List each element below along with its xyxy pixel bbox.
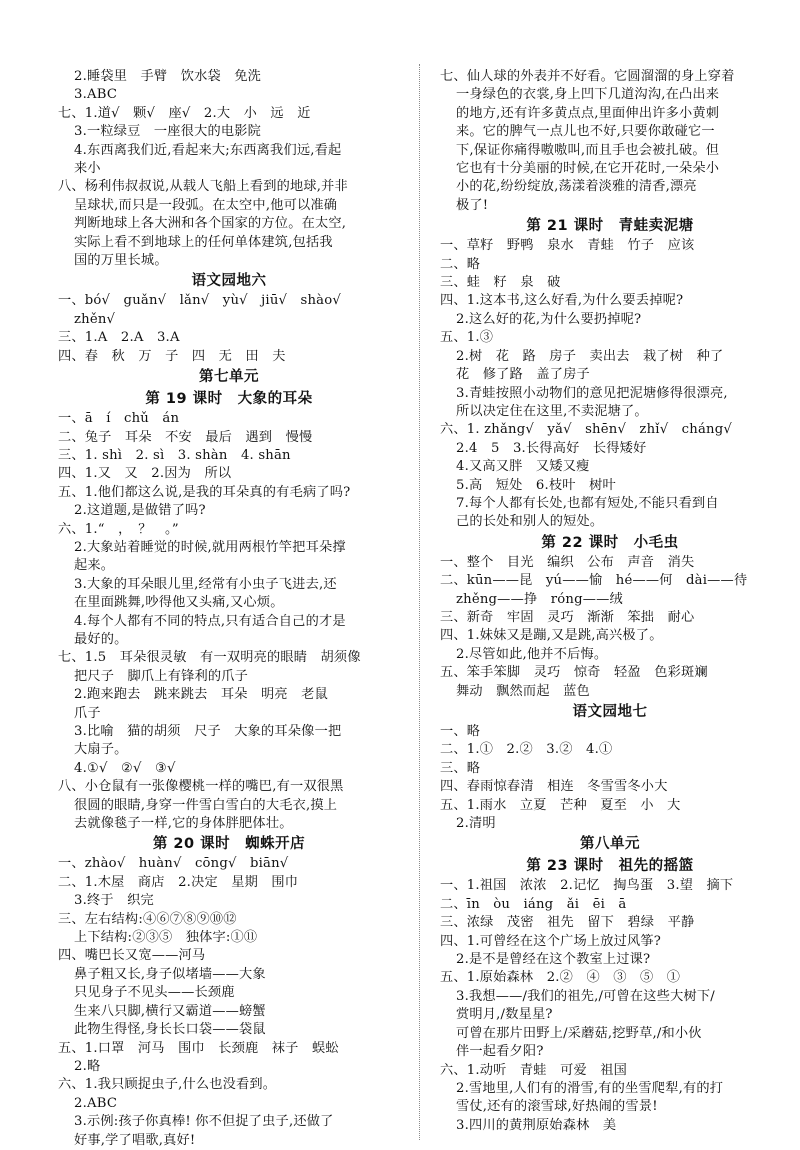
answer-line: 4.东西离我们近,看起来大;东西离我们远,看起 [74,142,342,158]
answer-line: 三、新奇 牢固 灵巧 渐渐 笨拙 耐心 [440,609,695,625]
answer-line: 一、zhào√ huàn√ cōng√ biān√ [58,856,289,872]
answer-line: 二、略 [440,256,481,272]
answer-line: 四、1.又 又 2.因为 所以 [58,466,232,482]
answer-line: 生来八只脚,横行又霸道——螃蟹 [74,1003,266,1019]
answer-line: 4.又高又胖 又矮又瘦 [456,459,590,475]
answer-line: 2.跑来跑去 跳来跳去 耳朵 明亮 老鼠 [74,687,328,703]
answer-line: 好事,学了唱歌,真好! [74,1132,196,1148]
answer-line: 大扇子。 [74,742,128,758]
answer-line: 三、浓绿 茂密 祖先 留下 碧绿 平静 [440,915,695,931]
answer-line: 六、1.动听 青蛙 可爱 祖国 [440,1062,628,1078]
answer-line: 一、整个 目光 编织 公布 声音 消失 [440,554,695,570]
answer-line: 2.略 [74,1058,101,1074]
answer-line: 3.ABC [74,87,118,103]
answer-line: 五、1.③ [440,330,494,346]
answer-line: 一、略 [440,724,481,739]
answer-line: 来。它的脾气一点儿也不好,只要你敢碰它一 [456,124,715,140]
answer-line: 鼻子粗又长,身子似堵墙——大象 [74,966,266,982]
answer-line: 花 修了路 盖了房子 [456,367,590,383]
section-heading: 语文园地七 [572,704,648,720]
answer-line: 来小 [74,161,101,177]
answer-line: 把尺子 脚爪上有锋利的爪子 [74,668,249,684]
answer-line: 最好的。 [74,631,128,647]
answer-line: 很圆的眼睛,身穿一件雪白雪白的大毛衣,摸上 [74,797,338,813]
answer-line: 伴一起看夕阳? [456,1044,544,1060]
section-heading: 第 22 课时 小毛虫 [541,534,679,551]
answer-line: 的地方,还有许多黄点点,里面伸出许多小黄刺 [456,105,720,121]
answer-line: 二、1.① 2.② 3.② 4.① [440,742,613,758]
answer-line: 所以决定住在这里,不卖泥塘了。 [456,403,648,419]
answer-line: zhěn√ [74,311,116,327]
answer-line: 此物生得怪,身长长口袋——袋鼠 [74,1022,266,1038]
answer-line: 四、1.可曾经在这个广场上放过风筝? [440,933,662,949]
answer-line: 下,保证你痛得嗷嗷叫,而且手也会被扎破。但 [456,142,720,158]
answer-line: 2.清明 [456,816,496,832]
answer-line: 可曾在那片田野上/采蘑菇,挖野草,/和小伙 [456,1025,702,1041]
answer-line: 2.ABC [74,1095,118,1111]
answer-line: 2.这么好的花,为什么要扔掉呢? [456,311,642,327]
answer-line: 二、兔子 耳朵 不安 最后 遇到 慢慢 [58,429,313,445]
answer-line: 呈球状,而只是一段弧。在太空中,他可以准确 [74,197,338,213]
answer-line: 二、īn òu iáng ǎi ēi ā [440,896,627,912]
answer-line: 爪子 [74,705,101,721]
answer-line: 3.青蛙按照小动物们的意见把泥塘修得很漂亮, [456,385,728,401]
answer-line: 在里面跳舞,吵得他又头痛,又心烦。 [74,595,284,611]
answer-line: 八、小仓鼠有一张像樱桃一样的嘴巴,有一双很黑 [58,779,344,795]
answer-line: 己的长处和别人的短处。 [456,514,604,530]
answer-line: 只见身子不见头——长颈鹿 [74,985,235,1001]
answer-line: 二、kūn——昆 yú——愉 hé——何 dài——待 [440,573,748,589]
answer-line: 5.高 短处 6.枝叶 树叶 [456,477,616,493]
answer-line: 赏明月,/数星星? [456,1007,553,1023]
answer-line: 4.每个人都有不同的特点,只有适合自己的才是 [74,613,346,629]
answer-line: 2.尽管如此,他并不后悔。 [456,646,608,662]
answer-line: 4.①√ ②√ ③√ [74,760,176,776]
section-heading: 第 21 课时 青蛙卖泥塘 [526,218,694,235]
answer-line: 八、杨利伟叔叔说,从载人飞船上看到的地球,并非 [58,179,348,195]
answer-line: 五、笨手笨脚 灵巧 惊奇 轻盈 色彩斑斓 [440,665,708,681]
answer-line: 起来。 [74,558,115,574]
answer-line: 雪仗,还有的滚雪球,好热闹的雪景! [456,1099,658,1115]
answer-line: 七、1.道√ 颗√ 座√ 2.大 小 远 近 [58,105,311,121]
answer-line: 2.树 花 路 房子 卖出去 栽了树 种了 [456,348,724,364]
answer-line: 2.雪地里,人们有的滑雪,有的坐雪爬犁,有的打 [456,1080,724,1096]
answer-line: zhěng——挣 róng——绒 [456,591,623,607]
section-heading: 第 19 课时 大象的耳朵 [145,391,313,408]
answer-line: 2.睡袋里 手臂 饮水袋 免洗 [74,69,262,84]
answer-line: 3.比喻 猫的胡须 尺子 大象的耳朵像一把 [74,724,342,739]
answer-line: 七、1.5 耳朵很灵敏 有一双明亮的眼睛 胡须像 [58,650,361,666]
answer-line: 舞动 飘然而起 蓝色 [456,683,590,699]
answer-line: 四、春雨惊春清 相连 冬雪雪冬小大 [440,779,668,795]
answer-line: 二、1.木屋 商店 2.决定 星期 围巾 [58,874,299,890]
answer-line: 五、1.他们都这么说,是我的耳朵真的有毛病了吗? [58,484,351,500]
answer-line: 一、bó√ guǎn√ lǎn√ yù√ jiū√ shào√ [58,293,341,309]
answer-line: 它也有十分美丽的时候,在它开花时,一朵朵小 [456,161,720,177]
answer-line: 国的万里长城。 [74,253,168,269]
answer-line: 一、1.祖国 浓浓 2.记忆 掏鸟蛋 3.望 摘下 [440,878,734,894]
answer-line: 2.这道题,是做错了吗? [74,503,206,519]
right-column [440,68,780,1135]
answer-line: 五、1.原始森林 2.② ④ ③ ⑤ ① [440,970,681,986]
answer-line: 3.四川的黄荆原始森林 美 [456,1117,617,1133]
answer-line: 3.大象的耳朵眼儿里,经常有小虫子飞进去,还 [74,576,337,592]
section-heading: 第 20 课时 蜘蛛开店 [152,836,306,853]
answer-line: 判断地球上各大洲和各个国家的方位。在太空, [74,216,347,232]
answer-line: 3.示例:孩子你真棒! 你不但捉了虫子,还做了 [74,1114,334,1130]
answer-line: 六、1.“ ， ？ 。” [58,521,179,537]
answer-line: 7.每个人都有长处,也都有短处,不能只看到自 [456,495,719,511]
answer-line: 一、ā í chǔ án [58,411,180,427]
answer-line: 2.是不是曾经在这个教室上过课? [456,952,651,968]
answer-line: 五、1.雨水 立夏 芒种 夏至 小 大 [440,797,681,813]
answer-line: 去就像毯子一样,它的身体胖肥体壮。 [74,816,293,832]
answer-line: 上下结构:②③⑤ 独体字:①⑪ [74,930,258,946]
section-heading: 语文园地六 [191,273,267,290]
answer-line: 六、1. zhǎng√ yǎ√ shēn√ zhǐ√ cháng√ [440,422,732,438]
answer-line: 三、蛙 籽 泉 破 [440,275,561,291]
left-column [58,68,400,1150]
answer-line: 一、草籽 野鸭 泉水 青蛙 竹子 应该 [440,238,695,254]
answer-line: 三、1.A 2.A 3.A [58,330,180,346]
answer-line: 四、1.这本书,这么好看,为什么要丢掉呢? [440,293,684,309]
answer-line: 3.我想——/我们的祖先,/可曾在这些大树下/ [456,988,715,1004]
answer-line: 小的花,纷纷绽放,荡漾着淡雅的清香,漂亮 [456,179,697,195]
answer-line: 六、1.我只顾捉虫子,什么也没看到。 [58,1077,277,1093]
section-heading: 第八单元 [580,836,640,853]
answer-line: 2.大象站着睡觉的时候,就用两根竹竿把耳朵撑 [74,539,346,555]
answer-line: 一身绿色的衣裳,身上凹下几道沟沟,在凸出来 [456,87,720,103]
answer-line: 三、略 [440,760,481,776]
section-heading: 第 23 课时 祖先的摇篮 [526,858,694,875]
answer-line: 2.4 5 3.长得高好 长得矮好 [456,440,647,456]
answer-line: 3.终于 织完 [74,893,154,909]
answer-line: 五、1.口罩 河马 围巾 长颈鹿 袜子 蜈蚣 [58,1040,339,1056]
answer-line: 四、1.妹妹又是蹦,又是跳,高兴极了。 [440,628,663,644]
answer-line: 四、春 秋 万 子 四 无 田 夫 [58,348,286,364]
answer-line: 七、仙人球的外表并不好看。它圆溜溜的身上穿着 [440,69,735,84]
answer-line: 3.一粒绿豆 一座很大的电影院 [74,124,262,140]
answer-line: 实际上看不到地球上的任何单体建筑,包括我 [74,234,333,250]
answer-line: 四、嘴巴长又宽——河马 [58,948,206,964]
answer-line: 极了! [456,197,489,213]
answer-line: 三、1. shì 2. sì 3. shàn 4. shān [58,447,291,463]
answer-line: 三、左右结构:④⑥⑦⑧⑨⑩⑫ [58,911,237,927]
section-heading: 第七单元 [199,369,259,386]
column-divider [419,64,420,1140]
